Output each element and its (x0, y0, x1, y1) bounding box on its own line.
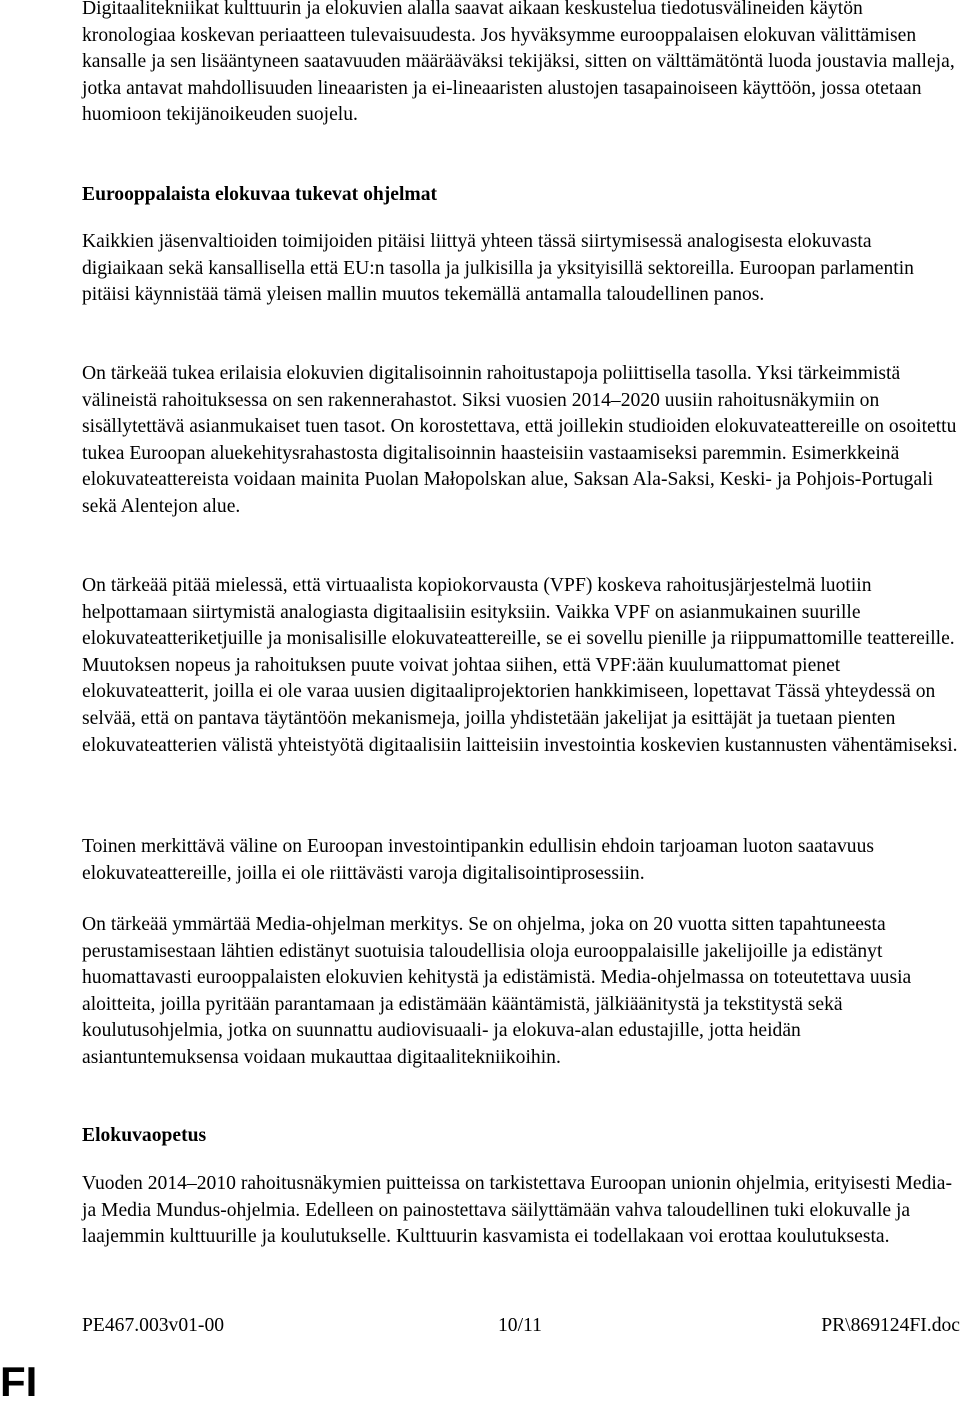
footer-document-reference: PE467.003v01-00 (82, 1315, 225, 1336)
language-code: FI (0, 1358, 38, 1405)
paragraph-vpf: On tärkeää pitää mielessä, että virtuaalista kopiokorvausta (VPF) koskeva rahoitusjärjestelmä luotiin helpottamaan siirtymistä analogiasta digitaalisiin esityksiin. Vaikka VPF on asianmukainen suurille elokuvateatteriketjuille ja monisalisille elokuvateattereille, se ei sovellu pienille ja riippumattomille teattereille. Muutoksen nopeus ja rahoituksen puute voivat johtaa siihen, että VPF:ään kuulumattomat pienet elokuvateatterit, joilla ei ole varaa uusien digitaaliprojektorien hankkimiseen, lopettavat Tässä yhteydessä on selvää, että on pantava täytäntöön mekanismeja, joilla yhdistetään jakelijat ja esittäjät ja tuetaan pienten elokuvateatterien välistä yhteistyötä digitaalisiin laitteisiin investointia koskevien kustannusten vähentämiseksi. (82, 575, 958, 756)
page-footer (82, 1313, 960, 1339)
footer-page-number: 10/11 (498, 1315, 542, 1336)
paragraph-structural-funds: On tärkeää tukea erilaisia elokuvien digitalisoinnin rahoitustapoja poliittisella tasolla. Yksi tärkeimmistä välineistä rahoituksessa on sen rakennerahastot. Siksi vuosien 2014–2020 uusiin rahoitusnäkymiin on sisällytettävä asianmukaiset tuen tasot. On korostettava, että joillekin studioiden elokuvateattereille on osoitettu tukea Euroopan aluekehitysrahastosta digitalisoinnin haasteisiin vastaamiseksi paremmin. Esimerkkeinä elokuvateattereista voidaan mainita Puolan Małopolskan alue, Saksan Ala-Saksi, Keski- ja Pohjois-Portugali sekä Alentejon alue. (82, 363, 957, 517)
footer-file-name: PR\869124FI.doc (821, 1315, 960, 1336)
paragraph-media-programme: On tärkeää ymmärtää Media-ohjelman merkitys. Se on ohjelma, joka on 20 vuotta sitten tapahtuneesta perustamisestaan lähtien edistänyt suotuisia taloudellisia oloja eurooppalaisille jakelijoille ja edistänyt huomattavasti eurooppalaisten elokuvien kehitystä ja edistämistä. Media-ohjelmassa on toteutettava uusia aloitteita, joilla pyritään parantamaan ja edistämään kääntämistä, jälkiäänitystä ja tekstitystä sekä koulutusohjelmia, jotka on suunnattu audiovisuaali- ja elokuva-alan edustajille, jotta heidän asiantuntemuksensa voidaan mukauttaa digitaalitekniikoihin. (82, 914, 912, 1068)
paragraph-financial-framework: Vuoden 2014–2010 rahoitusnäkymien puitteissa on tarkistettava Euroopan unionin ohjelmia, erityisesti Media- ja Media Mundus-ohjelmia. Edelleen on painostettava säilyttämään vahva taloudellinen tuki elokuvalle ja laajemmin kulttuurille ja koulutukselle. Kulttuurin kasvamista ei todellakaan voi erottaa koulutuksesta. (82, 1173, 953, 1248)
paragraph-member-states: Kaikkien jäsenvaltioiden toimijoiden pitäisi liittyä yhteen tässä siirtymisessä analogisesta elokuvasta digiaikaan sekä kansallisella että EU:n tasolla ja julkisilla ja yksityisillä sektoreilla. Euroopan parlamentin pitäisi käynnistää tämä yleisen mallin muutos tekemällä antamalla taloudellinen panos. (82, 231, 914, 306)
section-heading-education: Elokuvaopetus (82, 1125, 207, 1146)
section-heading-eu-programmes: Eurooppalaista elokuvaa tukevat ohjelmat (82, 184, 438, 205)
intro-paragraph: Digitaalitekniikat kulttuurin ja elokuvien alalla saavat aikaan keskustelua tiedotusvälineiden käytön kronologiaa koskevan periaatteen tulevaisuudesta. Jos hyväksymme eurooppalaisen elokuvan välittämisen kansalle ja sen lisääntyneen saatavuuden määrääväksi tekijäksi, sitten on välttämätöntä luoda joustavia malleja, jotka antavat mahdollisuuden lineaaristen ja ei-lineaaristen alustojen tasapainoiseen käyttöön, jossa otetaan huomioon tekijänoikeuden suojelu. (82, 0, 955, 126)
paragraph-eib: Toinen merkittävä väline on Euroopan investointipankin edullisin ehdoin tarjoaman luoton saatavuus elokuvateattereille, joilla ei ole riittävästi varoja digitalisointiprosessiin. (82, 836, 874, 884)
